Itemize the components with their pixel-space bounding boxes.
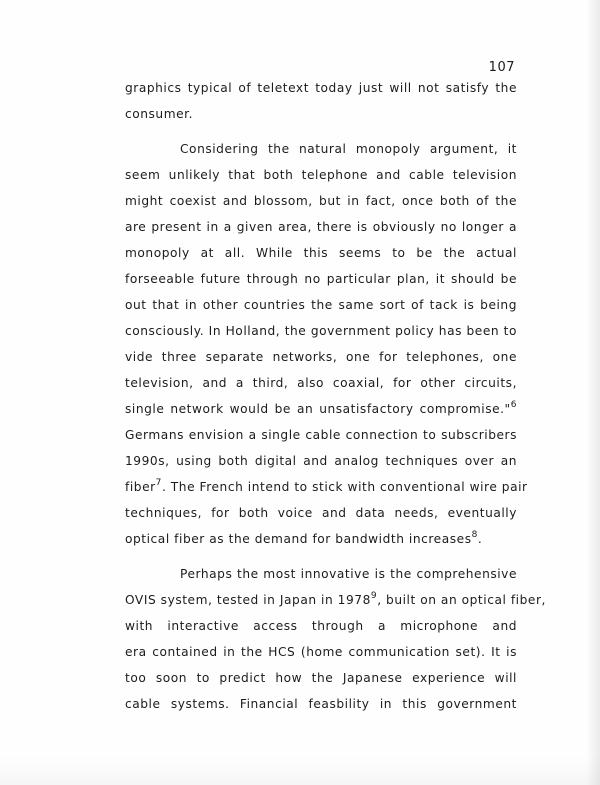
text-line <box>125 396 517 422</box>
page-bottom-shadow <box>0 755 600 785</box>
text-line <box>125 526 517 552</box>
text-line: cable systems. Financial feasbility in this government <box>125 697 517 711</box>
text-line: seem unlikely that both telephone and cable television <box>125 168 517 182</box>
line-text: . The French intend to stick with conventional wire pair <box>161 480 528 494</box>
text-line: Perhaps the most innovative is the comprehensive <box>180 567 517 581</box>
footnote-marker: 7 <box>155 478 162 488</box>
text-line: too soon to predict how the Japanese experience will <box>125 671 517 685</box>
footnote-marker: 6 <box>510 400 517 410</box>
text-line: consumer. <box>125 107 194 121</box>
text-line: graphics typical of teletext today just will not satisfy the <box>125 81 517 95</box>
text-line: out that in other countries the same sort of tack is being <box>125 298 517 312</box>
page-edge-shadow <box>586 0 600 785</box>
line-text: , built on an optical fiber, <box>377 593 546 607</box>
text-line: forseeable future through no particular plan, it should be <box>125 272 517 286</box>
text-line: might coexist and blossom, but in fact, once both of the <box>125 194 517 208</box>
line-text: OVIS system, tested in Japan in 1978 <box>125 593 371 607</box>
text-line: techniques, for both voice and data needs, eventually <box>125 506 517 520</box>
text-line: monopoly at all. While this seems to be the actual <box>125 246 517 260</box>
text-line <box>125 474 528 500</box>
text-line: consciously. In Holland, the government policy has been to <box>125 324 517 338</box>
paragraph-1 <box>125 75 517 127</box>
text-line: Germans envision a single cable connection to subscribers <box>125 428 517 442</box>
text-line: television, and a third, also coaxial, for other circuits, <box>125 376 517 390</box>
line-text: optical fiber as the demand for bandwidth increases <box>125 532 472 546</box>
paragraph-3 <box>125 561 546 717</box>
text-line: 1990s, using both digital and analog techniques over an <box>125 454 517 468</box>
text-line: Considering the natural monopoly argument, it <box>180 142 517 156</box>
text-line: vide three separate networks, one for telephones, one <box>125 350 517 364</box>
text-line: with interactive access through a microphone and <box>125 619 517 633</box>
footnote-marker: 9 <box>370 591 378 601</box>
text-line: era contained in the HCS (home communication set). It is <box>125 645 517 659</box>
line-text: fiber <box>125 480 156 494</box>
paragraph-2 <box>125 136 528 552</box>
footnote-marker: 8 <box>471 530 478 540</box>
page-number: 107 <box>488 60 515 75</box>
line-text: . <box>477 532 483 546</box>
body-text <box>125 75 546 717</box>
line-text: single network would be an unsatisfactory compromise." <box>125 402 511 416</box>
text-line <box>125 587 546 613</box>
text-line: are present in a given area, there is obviously no longer a <box>125 220 517 234</box>
